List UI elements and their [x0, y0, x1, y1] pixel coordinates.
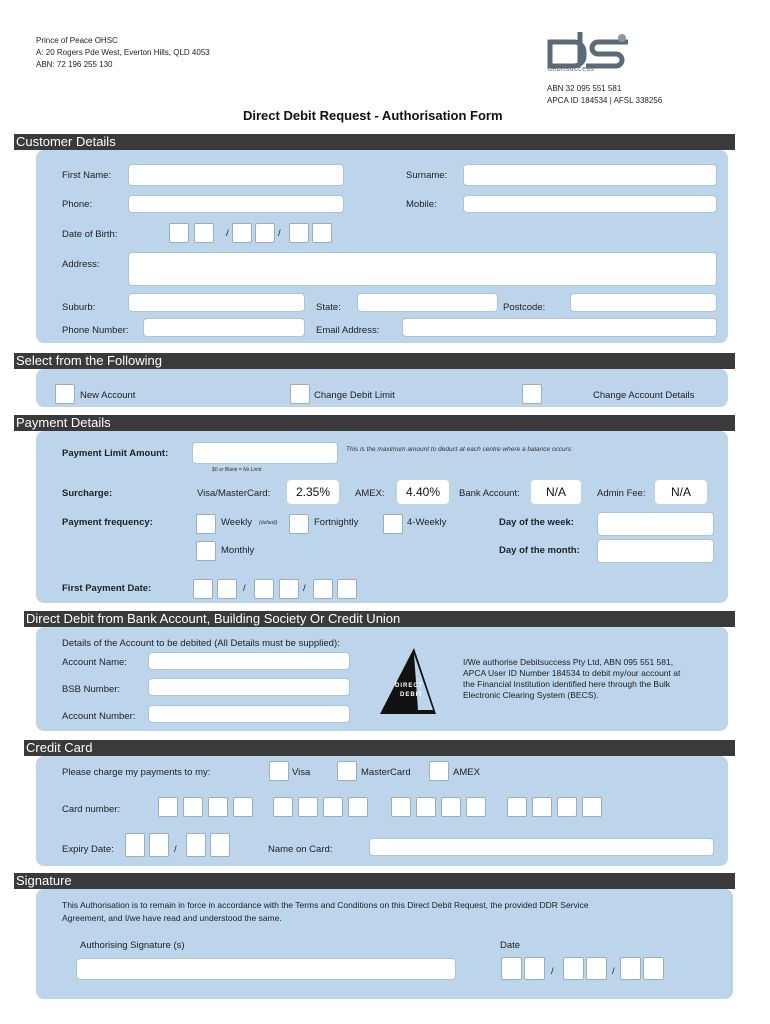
bank-label: Bank Account:: [459, 488, 520, 499]
first-date-slash-2: /: [303, 583, 306, 594]
charge-label: Please charge my payments to my:: [62, 767, 211, 778]
mastercard-label: MasterCard: [361, 767, 411, 778]
card-digit[interactable]: [348, 797, 368, 817]
weekly-default-note: (default): [259, 520, 278, 526]
card-digit[interactable]: [323, 797, 343, 817]
postcode-field[interactable]: [570, 293, 717, 312]
name-on-card-field[interactable]: [369, 838, 714, 856]
first-date-year-1[interactable]: [313, 579, 333, 599]
visa-mc-value: 2.35%: [287, 480, 339, 504]
frequency-label: Payment frequency:: [62, 517, 153, 528]
limit-label: Payment Limit Amount:: [62, 448, 169, 459]
email-field[interactable]: [402, 318, 717, 337]
org-address: A: 20 Rogers Pde West, Everton Hills, QLD 4053: [36, 48, 210, 57]
card-digit[interactable]: [416, 797, 436, 817]
sign-date-slash-2: /: [612, 966, 615, 977]
state-field[interactable]: [357, 293, 498, 312]
card-number-label: Card number:: [62, 804, 121, 815]
authorise-line1: I/We authorise Debitsuccess Pty Ltd, ABN 095 551 581,: [463, 657, 674, 667]
weekly-checkbox[interactable]: [196, 514, 216, 534]
new-account-label: New Account: [80, 390, 136, 401]
card-digit[interactable]: [441, 797, 461, 817]
provider-apca: APCA ID 184534 | AFSL 338256: [547, 96, 663, 105]
surname-field[interactable]: [463, 164, 717, 186]
suburb-field[interactable]: [128, 293, 305, 312]
expiry-month-2[interactable]: [149, 833, 169, 857]
visa-checkbox[interactable]: [269, 761, 289, 781]
card-digit[interactable]: [391, 797, 411, 817]
signature-header: Signature: [14, 873, 735, 889]
account-number-label: Account Number:: [62, 711, 136, 722]
expiry-month-1[interactable]: [125, 833, 145, 857]
card-digit[interactable]: [532, 797, 552, 817]
customer-details-header: Customer Details: [14, 134, 735, 150]
expiry-slash: /: [174, 844, 177, 855]
first-date-month-1[interactable]: [254, 579, 274, 599]
amex-checkbox[interactable]: [429, 761, 449, 781]
account-name-field[interactable]: [148, 652, 350, 670]
card-digit[interactable]: [298, 797, 318, 817]
org-abn: ABN: 72 196 255 130: [36, 60, 113, 69]
change-details-checkbox[interactable]: [522, 384, 542, 404]
card-digit[interactable]: [273, 797, 293, 817]
day-month-label: Day of the month:: [499, 545, 580, 556]
card-digit[interactable]: [233, 797, 253, 817]
sign-date-day-2[interactable]: [524, 957, 545, 980]
amex-label: AMEX:: [355, 488, 385, 499]
sign-date-year-2[interactable]: [643, 957, 664, 980]
select-header: Select from the Following: [14, 353, 735, 369]
dob-month-1[interactable]: [232, 223, 252, 243]
sign-date-day-1[interactable]: [501, 957, 522, 980]
address-label: Address:: [62, 259, 100, 270]
card-digit[interactable]: [582, 797, 602, 817]
limit-field[interactable]: [192, 442, 338, 464]
limit-note: This is the maximum amount to deduct at each centre where a balance occurs: [346, 446, 572, 453]
first-date-day-1[interactable]: [193, 579, 213, 599]
change-limit-label: Change Debit Limit: [314, 390, 395, 401]
date-label: Date: [500, 940, 521, 951]
postcode-label: Postcode:: [503, 302, 546, 313]
dob-label: Date of Birth:: [62, 229, 118, 240]
phone-label: Phone:: [62, 199, 93, 210]
mobile-field[interactable]: [463, 195, 717, 213]
first-date-day-2[interactable]: [217, 579, 237, 599]
day-week-field[interactable]: [597, 512, 714, 536]
signature-text-line1: This Authorisation is to remain in force in accordance with the Terms and Conditions on this Direct Debit Request, the provided DDR Service: [62, 900, 589, 910]
bank-header: Direct Debit from Bank Account, Building Society Or Credit Union: [24, 611, 735, 627]
sign-date-year-1[interactable]: [620, 957, 641, 980]
dob-month-2[interactable]: [255, 223, 275, 243]
name-on-card-label: Name on Card:: [268, 844, 333, 855]
change-details-label: Change Account Details: [593, 390, 695, 401]
dob-slash-1: /: [226, 228, 229, 239]
suburb-label: Suburb:: [62, 302, 96, 313]
phone-number-label: Phone Number:: [62, 325, 129, 336]
mastercard-checkbox[interactable]: [337, 761, 357, 781]
fortnightly-checkbox[interactable]: [289, 514, 309, 534]
authorise-line3: the Financial Institution identified here through the Bulk: [463, 679, 670, 689]
new-account-checkbox[interactable]: [55, 384, 75, 404]
first-date-slash-1: /: [243, 583, 246, 594]
phone-field[interactable]: [128, 195, 344, 213]
signature-text-line2: Agreement, and I/we have read and understood the same.: [62, 913, 282, 923]
credit-card-header: Credit Card: [24, 740, 735, 756]
logo-text: debitsuccess: [548, 66, 595, 73]
expiry-year-2[interactable]: [210, 833, 230, 857]
bsb-label: BSB Number:: [62, 684, 121, 695]
direct-debit-logo: [378, 648, 438, 714]
amex-card-label: AMEX: [453, 767, 480, 778]
admin-value: N/A: [655, 480, 707, 504]
monthly-checkbox[interactable]: [196, 541, 216, 561]
dob-day-1[interactable]: [169, 223, 189, 243]
card-digit[interactable]: [208, 797, 228, 817]
surname-label: Surname:: [406, 170, 448, 181]
first-date-label: First Payment Date:: [62, 583, 152, 594]
sign-date-month-1[interactable]: [563, 957, 584, 980]
sign-date-slash-1: /: [551, 966, 554, 977]
first-name-label: First Name:: [62, 170, 112, 181]
mobile-label: Mobile:: [406, 199, 437, 210]
card-digit[interactable]: [466, 797, 486, 817]
four-weekly-label: 4-Weekly: [407, 517, 447, 528]
card-digit[interactable]: [183, 797, 203, 817]
select-panel: [36, 369, 728, 407]
limit-sub-note: $0 or Blank = No Limit: [212, 467, 262, 473]
dd-logo-line1: DIRECT: [395, 683, 424, 689]
card-digit[interactable]: [557, 797, 577, 817]
address-field[interactable]: [128, 252, 717, 286]
account-number-field[interactable]: [148, 705, 350, 723]
authorise-line2: APCA User ID Number 184534 to debit my/our account at: [463, 668, 681, 678]
bank-value: N/A: [531, 480, 581, 504]
authorising-signature-label: Authorising Signature (s): [80, 940, 185, 951]
org-name: Prince of Peace OHSC: [36, 36, 118, 45]
expiry-label: Expiry Date:: [62, 844, 114, 855]
expiry-year-1[interactable]: [186, 833, 206, 857]
first-name-field[interactable]: [128, 164, 344, 186]
payment-header: Payment Details: [14, 415, 735, 431]
dd-logo-line2: DEBIT: [400, 692, 423, 698]
monthly-label: Monthly: [221, 545, 255, 556]
admin-label: Admin Fee:: [597, 488, 646, 499]
dob-year-1[interactable]: [289, 223, 309, 243]
visa-mc-label: Visa/MasterCard:: [197, 488, 271, 499]
fortnightly-label: Fortnightly: [314, 517, 359, 528]
dob-day-2[interactable]: [194, 223, 214, 243]
day-week-label: Day of the week:: [499, 517, 574, 528]
bank-details-note: Details of the Account to be debited (All Details must be supplied):: [62, 638, 340, 649]
card-digit[interactable]: [507, 797, 527, 817]
visa-label: Visa: [292, 767, 311, 778]
provider-abn: ABN 32 095 551 581: [547, 84, 622, 93]
state-label: State:: [316, 302, 341, 313]
form-title: Direct Debit Request - Authorisation Form: [243, 108, 503, 123]
bsb-field[interactable]: [148, 678, 350, 696]
dob-slash-2: /: [278, 228, 281, 239]
authorise-line4: Electronic Clearing System (BECS).: [463, 690, 599, 700]
email-label: Email Address:: [316, 325, 380, 336]
amex-value: 4.40%: [397, 480, 449, 504]
card-digit[interactable]: [158, 797, 178, 817]
surcharge-label: Surcharge:: [62, 488, 113, 499]
change-limit-checkbox[interactable]: [290, 384, 310, 404]
first-date-year-2[interactable]: [337, 579, 357, 599]
weekly-label: Weekly: [221, 517, 252, 528]
four-weekly-checkbox[interactable]: [383, 514, 403, 534]
day-month-field[interactable]: [597, 539, 714, 563]
first-date-month-2[interactable]: [279, 579, 299, 599]
phone-number-field[interactable]: [143, 318, 305, 337]
account-name-label: Account Name:: [62, 657, 127, 668]
direct-debit-logo-icon: [378, 648, 438, 714]
sign-date-month-2[interactable]: [586, 957, 607, 980]
dob-year-2[interactable]: [312, 223, 332, 243]
signature-field[interactable]: [76, 958, 456, 980]
